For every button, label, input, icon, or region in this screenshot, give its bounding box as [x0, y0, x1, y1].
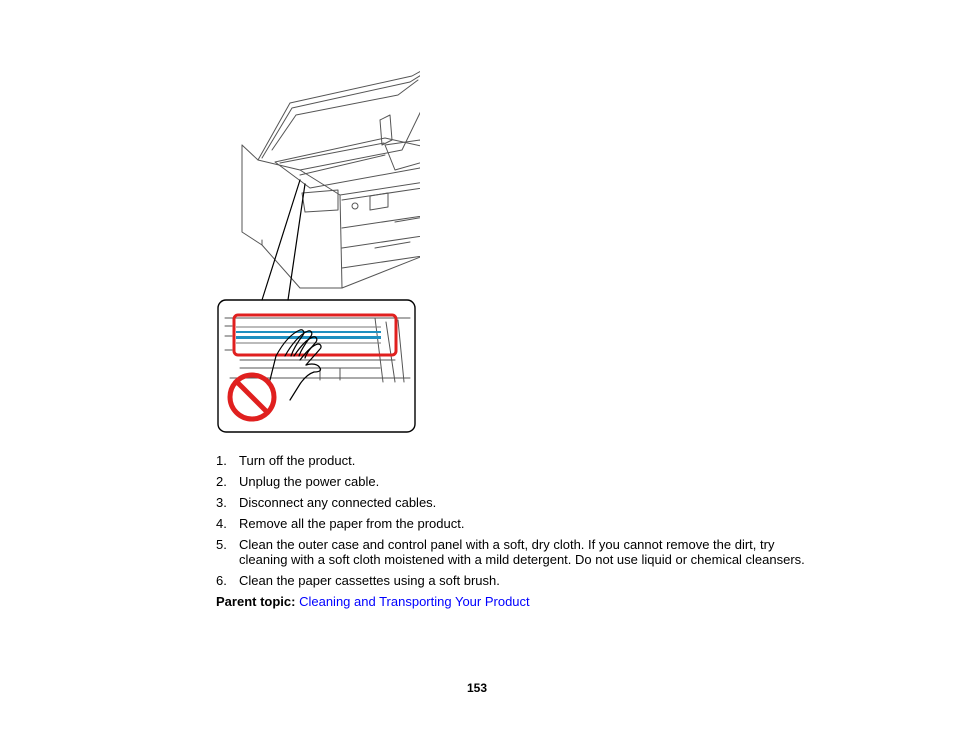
- printer-open-scanner-icon: [242, 66, 420, 288]
- highlight-box: [234, 315, 396, 355]
- step-item: [216, 537, 826, 567]
- step-text: Clean the outer case and control panel with a soft, dry cloth. If you cannot remove the dirt, try cleaning with a soft cloth moistened with a mild detergent. Do not use liquid or chemical cleansers.: [239, 537, 805, 567]
- step-item: [216, 495, 826, 510]
- parent-topic-label: Parent topic:: [216, 594, 296, 609]
- step-item: [216, 453, 826, 468]
- step-number: 3.: [216, 495, 227, 510]
- parent-topic-link[interactable]: Cleaning and Transporting Your Product: [299, 594, 530, 609]
- step-number: 2.: [216, 474, 227, 489]
- step-number: 1.: [216, 453, 227, 468]
- step-item: [216, 474, 826, 489]
- step-text: Clean the paper cassettes using a soft brush.: [239, 573, 500, 588]
- step-number: 6.: [216, 573, 227, 588]
- step-number: 4.: [216, 516, 227, 531]
- printer-illustration: [214, 60, 420, 436]
- step-text: Remove all the paper from the product.: [239, 516, 465, 531]
- step-text: Turn off the product.: [239, 453, 356, 468]
- page-number: 153: [466, 681, 488, 695]
- step-item: [216, 573, 826, 588]
- instruction-steps: [216, 453, 826, 594]
- step-number: 5.: [216, 537, 227, 552]
- hand-icon: [270, 330, 321, 400]
- scanner-glass-strip: [236, 327, 381, 343]
- parent-topic: [216, 594, 530, 609]
- step-text: Unplug the power cable.: [239, 474, 380, 489]
- prohibited-icon: [230, 375, 274, 419]
- step-item: [216, 516, 826, 531]
- step-text: Disconnect any connected cables.: [239, 495, 437, 510]
